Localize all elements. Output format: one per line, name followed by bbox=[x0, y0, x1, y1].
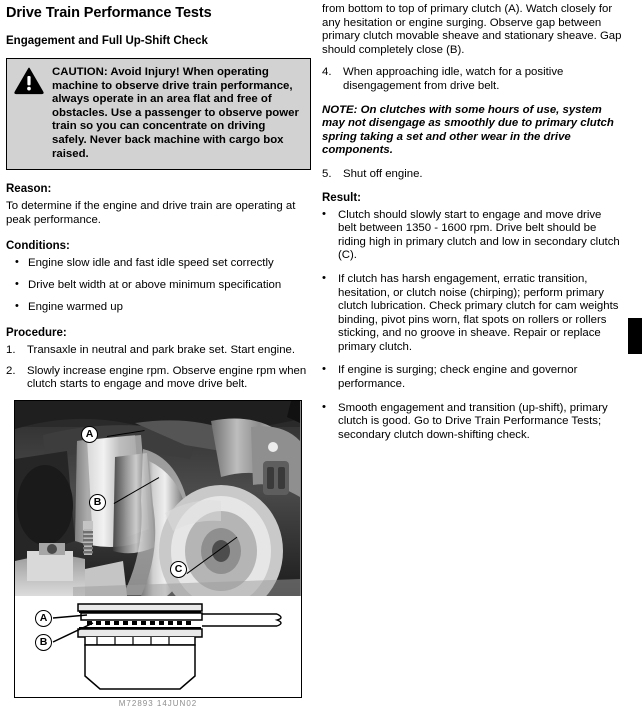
reason-text: To determine if the engine and drive train are operating at peak performance. bbox=[6, 200, 296, 226]
step-number: 1. bbox=[6, 344, 16, 357]
caution-text: CAUTION: Avoid Injury! When operating machine to observe drive train performance, always operate in an area flat and free of obstacles. Use a passenger to observe power train so you can concentrate on driving safely. Never back machine with cargo box raised. bbox=[52, 66, 299, 160]
list-item: • Drive belt width at or above minimum specification bbox=[6, 279, 311, 293]
conditions-heading: Conditions: bbox=[6, 240, 70, 253]
step-4 bbox=[322, 66, 622, 93]
step-5 bbox=[322, 168, 622, 182]
page-thumb-tab bbox=[628, 318, 642, 354]
conditions-list bbox=[6, 257, 311, 314]
list-item: • Smooth engagement and transition (up-shift), primary clutch is good. Go to Drive Train Performance Tests; secondary clutch down-shifting check. bbox=[322, 402, 622, 443]
callout-b-photo: B bbox=[89, 494, 106, 511]
procedure-list bbox=[6, 344, 311, 392]
list-item: • If clutch has harsh engagement, erratic transition, hesitation, or clutch noise (chirping); perform primary clutch lubrication. Check primary clutch for cam weights binding, pivot pins worn, flat spots on rollers or rollers sticking, and no groove in sheave. Repair or replace primary clutch. bbox=[322, 273, 622, 355]
warning-triangle-icon bbox=[14, 67, 44, 94]
procedure-heading: Procedure: bbox=[6, 327, 67, 340]
figure-caption: M72893 14JUN02 bbox=[118, 699, 198, 708]
list-item: • Engine warmed up bbox=[6, 301, 311, 315]
callout-c-photo: C bbox=[170, 561, 187, 578]
callout-a-photo: A bbox=[81, 426, 98, 443]
right-column bbox=[322, 0, 622, 452]
step-text: Shut off engine. bbox=[343, 167, 423, 180]
page-title: Drive Train Performance Tests bbox=[6, 5, 212, 21]
step-number: 2. bbox=[6, 364, 16, 377]
caution-box bbox=[6, 58, 311, 170]
result-list bbox=[322, 209, 622, 443]
step-number: 5. bbox=[322, 167, 332, 180]
clutch-photo bbox=[15, 401, 301, 596]
result-heading: Result: bbox=[322, 191, 361, 204]
list-item: • Clutch should slowly start to engage and move drive belt between 1350 - 1600 rpm. Drive belt should be riding high in primary clutch and low in secondary clutch (C). bbox=[322, 209, 622, 263]
continued-paragraph: from bottom to top of primary clutch (A). Watch closely for any hesitation or engine surging. Observe gap between primary clutch movable sheave and stationary sheave. Gap should completely close (B). bbox=[322, 3, 622, 56]
list-item bbox=[6, 365, 311, 392]
list-item bbox=[6, 344, 311, 358]
subsection-title: Engagement and Full Up-Shift Check bbox=[6, 35, 208, 47]
step-text: Transaxle in neutral and park brake set. Start engine. bbox=[27, 344, 296, 357]
step-number: 4. bbox=[322, 66, 332, 79]
left-column bbox=[6, 0, 311, 399]
belt-sheave-diagram bbox=[15, 596, 301, 697]
note-text: NOTE: On clutches with some hours of use, system may not disengage as smoothly due to primary clutch spring taking a set and other wear in the drive components. bbox=[322, 103, 614, 157]
list-item: • If engine is surging; check engine and governor performance. bbox=[322, 364, 622, 391]
callout-a-diagram: A bbox=[35, 610, 52, 627]
reason-heading: Reason: bbox=[6, 183, 52, 196]
step-text: Slowly increase engine rpm. Observe engine rpm when clutch starts to engage and move drive belt. bbox=[27, 364, 307, 391]
callout-b-diagram: B bbox=[35, 634, 52, 651]
step-text: When approaching idle, watch for a positive disengagement from drive belt. bbox=[343, 66, 564, 92]
list-item: • Engine slow idle and fast idle speed set correctly bbox=[6, 257, 311, 271]
figure-drive-train bbox=[14, 400, 302, 708]
